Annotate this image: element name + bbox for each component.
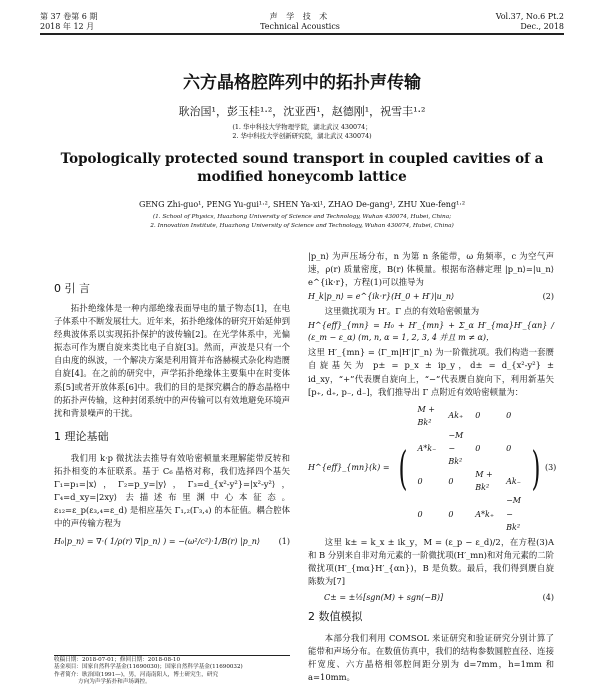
- matrix-cell: 0: [475, 444, 481, 454]
- equation-2: H_k|p_n⟩ = e^{ik·r}(H_0 + H′)|u_n⟩: [308, 292, 455, 302]
- section-1-heading: 1 理论基础: [54, 429, 109, 443]
- header-volume-en: Vol.37, No.6 Pt.2: [495, 12, 564, 21]
- equation-1: H₀|p_n⟩ = ∇·( 1/ρ(r) ∇|p_n⟩ ) = −(ω²/c²)·1/B(r) |p_n⟩: [54, 537, 261, 547]
- matrix-cell: M + Bk²: [475, 470, 493, 493]
- matrix-cell: 0: [417, 476, 423, 486]
- header-date-cn: 2018 年 12 月: [40, 22, 95, 31]
- header-date-en: Dec., 2018: [520, 22, 564, 31]
- title-en-line-1: Topologically protected sound transport in coupled cavities of a: [60, 151, 544, 167]
- equation-1-number: (1): [278, 537, 290, 547]
- matrix-cell: M + Bk²: [417, 404, 435, 427]
- header-left: [40, 12, 97, 32]
- matrix-left-bracket: (: [398, 441, 407, 496]
- title-en-line-2: modified honeycomb lattice: [197, 169, 407, 185]
- matrix-cell: A*k₋: [417, 444, 437, 454]
- matrix-cell: 0: [475, 411, 481, 421]
- matrix-cell: A*k₊: [475, 509, 495, 519]
- matrix-cell: 0: [417, 509, 423, 519]
- matrix-right-bracket: ): [531, 441, 541, 496]
- authors-en: GENG Zhi-guo¹, PENG Yu-gui¹·², SHEN Ya-xi¹, ZHAO De-gang¹, ZHU Xue-feng¹·²: [138, 200, 466, 209]
- affiliation-cn-1: (1. 华中科技大学物理学院，湖北武汉 430074；: [232, 123, 372, 131]
- section-1-paragraph: 我们用 k·p 微扰法去推导有效哈密顿量来理解能带反转和拓扑相变的本征联系。基于 C₆ 晶格对称，我们选择四个基矢 Γ₁=p₁=|x⟩，Γ₂=p_y=|y⟩，Γ₃=d_{x²-y²}=|x²-y²⟩，Γ₄=d_xy=|2xy⟩ 去描述布里渊中心本征态。ε₁₂=ε_p(ε₃,₄=ε_d) 是相应基矢 Γ₁,₂(Γ₃,₄) 的本征值。耦合腔体中的声传输方程为: [54, 452, 290, 529]
- header-volume-cn: 第 37 卷第 6 期: [40, 12, 98, 21]
- matrix-cell: 0: [506, 444, 512, 454]
- matrix-row: [411, 429, 527, 468]
- right-paragraph-1: |p_n⟩ 为声压场分布，n 为第 n 条能带，ω 角频率，c 为空气声速，ρ(r) 质量密度，B(r) 体模量。根据布洛赫定理 |p_n⟩=|u_n⟩e^{ik·r}，方程(1)可以推导为: [308, 251, 554, 288]
- footnote-received: 收稿日期：2018-07-01；修回日期：2018-08-10: [54, 657, 181, 663]
- footnote-author-bio-cont: 方向为声学拓扑和声场调控。: [78, 679, 151, 686]
- equation-4: C± = ±½[sgn(M) + sgn(−B)]: [324, 593, 444, 603]
- journal-name-en: Technical Acoustics: [260, 22, 340, 31]
- matrix-cell: −M − Bk²: [506, 496, 521, 532]
- footnotes: [54, 657, 290, 687]
- affiliations-cn: [40, 123, 564, 141]
- matrix-row: [411, 494, 527, 533]
- equation-1-row: [54, 536, 290, 548]
- right-paragraph-3: 这里 H′_{mn} = ⟨Γ_m|H′|Γ_n⟩ 为一阶微扰项。我们构造一套赝自旋基矢为 p± = p_x ± ip_y，d± = d_{x²-y²} ± id_xy，“+”代表赝自旋向上，“−”代表赝自旋向下，利用新基矢 [p₊, d₊, p₋, d₋]，我们推导出 Γ 点附近有效哈密顿量为：: [308, 347, 554, 397]
- matrix-cell: 0: [448, 509, 454, 519]
- matrix-cell: 0: [506, 411, 512, 421]
- journal-name-cn: 声 学 技 术: [269, 12, 331, 21]
- section-0-heading: 0 引 言: [54, 282, 90, 295]
- footnote-author-bio: 作者简介：耿治国(1991—)，男，河南南阳人，博士研究生，研究: [54, 671, 219, 678]
- matrix-equation-row: [308, 403, 557, 534]
- affiliations-en: [40, 213, 564, 230]
- section-2-paragraph: 本部分我们利用 COMSOL 来证研究和验证研究分别计算了能带和声场分布。在数值仿真中，我们的结构参数圆腔直径、连接杆宽度、六方晶格相邻腔间距分别为 d=7mm，h=1mm 和 a=10mm。: [308, 633, 554, 683]
- equation-2-number: (2): [542, 292, 554, 302]
- affiliation-cn-2: 2. 华中科技大学创新研究院，湖北武汉 430074): [232, 132, 372, 140]
- matrix-lhs: H^{eff}_{mn}(k) =: [308, 463, 390, 473]
- equation-4-number: (4): [542, 593, 554, 603]
- section-0-paragraph: 拓扑绝缘体是一种内部绝缘表面导电的量子物态[1]，在电子体系中不断发展壮大。近年来，拓扑绝缘体的研究开始延伸到经典波体系以实现拓扑保护的波传输[2]。在光学体系中，光偏振态可作为赝自旋来类比电子自旋[3]。然而，声波是只有一个自由度的纵波，一个解决方案是利用简并布洛赫模式杂化构造赝自旋[4]。在之前的研究中，声学拓扑绝缘体主要集中在时变体系[5]或者开放体系[6]中。我们的目的是探究耦合的静态晶格中的拓扑声传输，这种封闭系统中的声传输可以有效地避免环境声扰和背景噪声的干扰。: [54, 303, 290, 418]
- header-center: [220, 12, 380, 32]
- matrix-cell: Ak₋: [506, 476, 521, 486]
- header-rule: [40, 33, 564, 35]
- right-paragraph-4: 这里 k± = k_x ± ik_y，M = (ε_p − ε_d)/2，在方程(3)A 和 B 分别来自非对角元素的一阶微扰项(H′_mn)和对角元素的二阶微扰项(H′_{mα}H′_{αn})，B 是负数。最后，我们得到赝自旋陈数为[7]: [308, 536, 554, 586]
- equation-4-row: [308, 592, 554, 604]
- affiliation-en-2: 2. Innovation Institute, Huazhong University of Science and Technology, Wuhan 430074, Hubei, China): [150, 222, 454, 229]
- equation-effective-hamiltonian: H^{eff}_{mn} = H₀ + H′_{mn} + Σ_α H′_{mα}H′_{αn} / (ε_m − ε_α) (m, n, α = 1, 2, 3, 4 并且 m ≠ α)，: [308, 321, 554, 343]
- matrix-row: [411, 468, 527, 494]
- footnote-rule: [54, 655, 290, 656]
- right-paragraph-2: 这里微扰项为 H′。Γ 点的有效哈密顿量为: [324, 306, 480, 317]
- affiliation-en-1: (1. School of Physics, Huazhong University of Science and Technology, Wuhan 430074, Hubei, China;: [152, 214, 452, 220]
- left-column: [54, 282, 290, 548]
- hamiltonian-matrix: [411, 403, 527, 534]
- matrix-cell: Ak₊: [448, 411, 464, 421]
- matrix-cell: 0: [448, 476, 454, 486]
- equation-2-row: [308, 291, 554, 303]
- section-2-heading: 2 数值模拟: [308, 610, 363, 624]
- header-right: [496, 12, 564, 32]
- right-column: [308, 250, 557, 684]
- matrix-row: [411, 403, 527, 429]
- authors-cn: 耿治国¹，彭玉桂¹·²，沈亚西¹，赵德刚¹，祝雪丰¹·²: [178, 105, 426, 118]
- title-cn: 六方晶格腔阵列中的拓扑声传输: [183, 73, 421, 93]
- equation-3-number: (3): [544, 463, 557, 473]
- footnote-funding: 基金项目：国家自然科学基金(11690030)；国家自然科学基金(11690032): [54, 664, 243, 671]
- title-en: [40, 150, 564, 186]
- matrix-cell: −M − Bk²: [448, 430, 464, 467]
